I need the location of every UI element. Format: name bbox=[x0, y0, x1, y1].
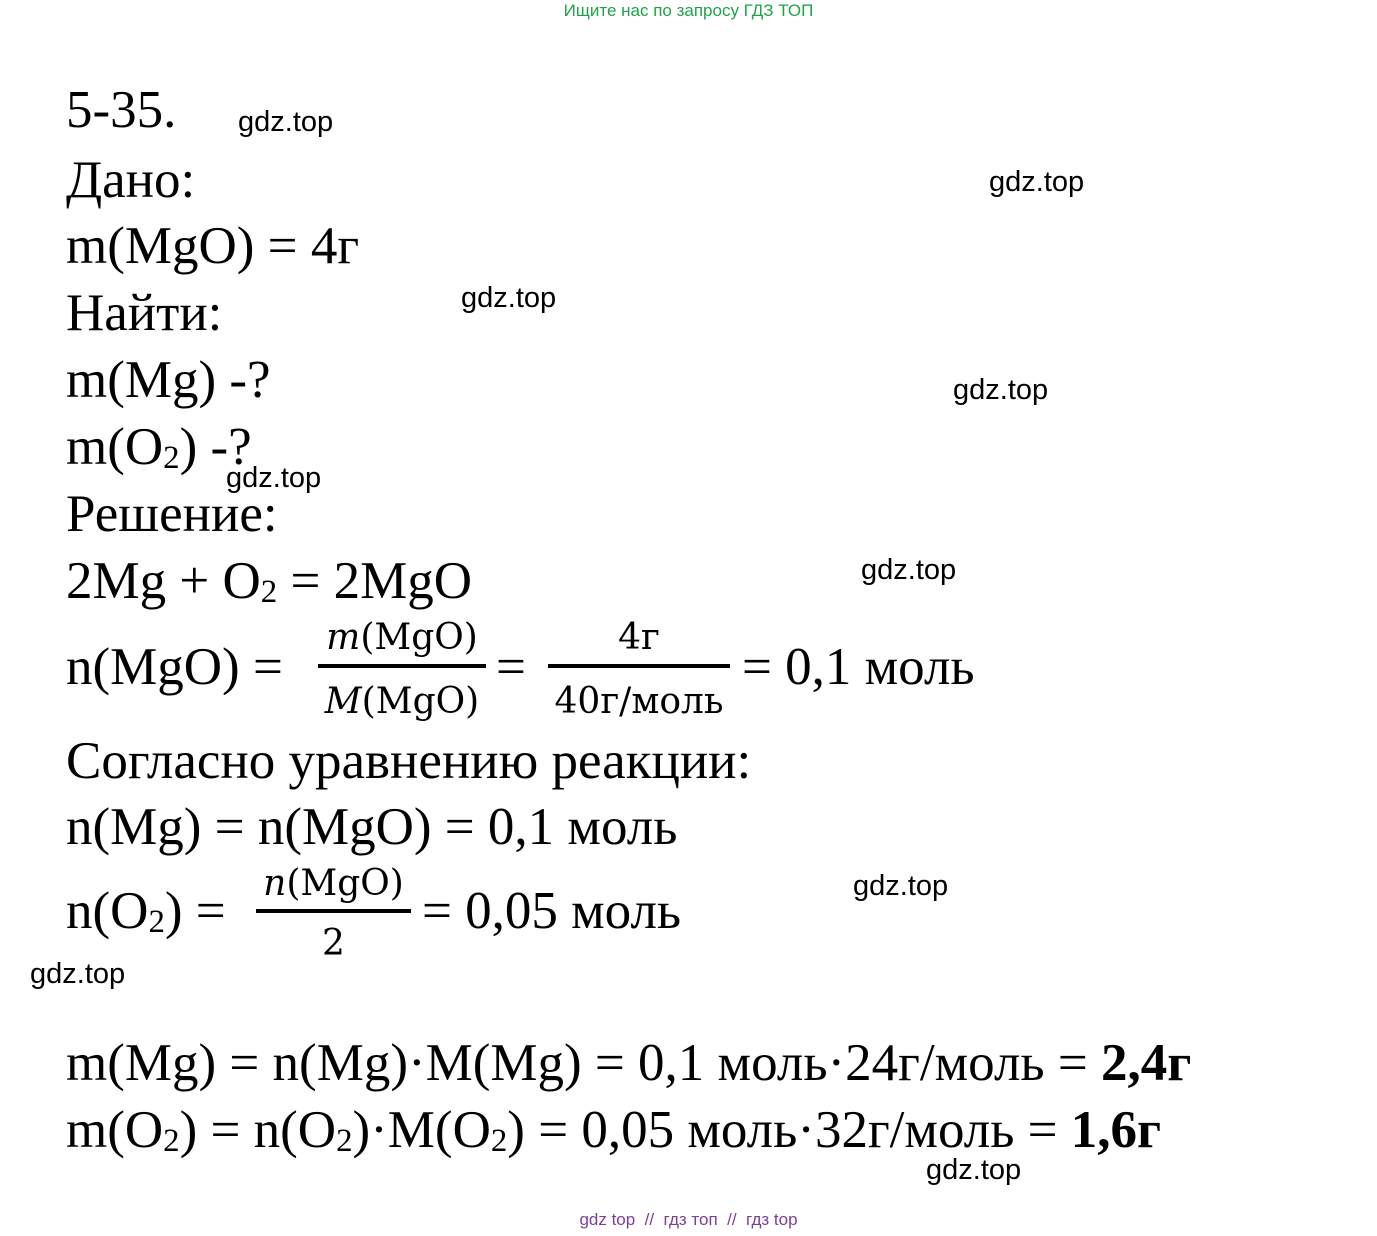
watermark: gdz.top bbox=[461, 282, 557, 314]
frac2-denominator: 40г/моль bbox=[554, 681, 724, 722]
find-heading: Найти: bbox=[66, 284, 223, 342]
frac1-denominator: M(MgO) bbox=[324, 681, 480, 722]
m-o2-line: $m(O_2) = n(O_2)\cdot M(O_2) = 0,05$ моль·32г/моль = 1,6г bbox=[66, 1101, 1162, 1159]
footer-banner: gdz top // гдз топ // гдз top bbox=[579, 1210, 798, 1229]
problem-number: 5-35. bbox=[66, 81, 177, 139]
frac3-bar bbox=[256, 909, 411, 913]
according-text: Согласно уравнению реакции: bbox=[66, 732, 752, 790]
m-o2-answer: 1,6г bbox=[1070, 1101, 1162, 1159]
header-banner: Ищите нас по запросу ГДЗ ТОП bbox=[563, 1, 814, 20]
reaction-equation: $2Mg + O_2 = 2MgO$ bbox=[66, 552, 473, 610]
n-o2-lhs: $n(O_2)$ = bbox=[66, 882, 226, 940]
n-mgo-result: = 0,1 моль bbox=[742, 638, 975, 696]
find-mg: m(Mg) -? bbox=[66, 351, 271, 409]
frac1-numerator: m(MgO) bbox=[326, 617, 478, 658]
frac3-denominator: 2 bbox=[322, 923, 345, 964]
find-o2: $m(O_2)$ -? bbox=[66, 418, 252, 476]
watermark: gdz.top bbox=[853, 870, 949, 902]
n-mgo-lhs: n(MgO) = bbox=[66, 638, 283, 696]
n-mg-line: n(Mg) = n(MgO) = 0,1 моль bbox=[66, 798, 678, 856]
frac2-numerator: 4г bbox=[618, 617, 660, 658]
watermark: gdz.top bbox=[926, 1154, 1022, 1186]
given-heading: Дано: bbox=[66, 151, 196, 209]
watermark: gdz.top bbox=[861, 554, 957, 586]
frac2-bar bbox=[548, 664, 730, 668]
watermark: gdz.top bbox=[953, 374, 1049, 406]
given-mass: m(MgO) = 4г bbox=[66, 217, 360, 275]
m-mg-answer: 2,4г bbox=[1100, 1034, 1192, 1092]
watermark: gdz.top bbox=[226, 462, 322, 494]
n-mgo-equals: = bbox=[496, 638, 526, 696]
solution-heading: Решение: bbox=[66, 485, 278, 543]
n-o2-result: = 0,05 моль bbox=[422, 882, 682, 940]
frac1-bar bbox=[318, 664, 486, 668]
m-mg-line: m(Mg) = n(Mg)·M(Mg) = 0,1 моль·24г/моль = 2,4г bbox=[66, 1034, 1192, 1092]
watermark: gdz.top bbox=[989, 166, 1085, 198]
frac3-numerator: n(MgO) bbox=[263, 863, 404, 904]
watermark: gdz.top bbox=[30, 958, 126, 990]
watermark: gdz.top bbox=[238, 106, 334, 138]
